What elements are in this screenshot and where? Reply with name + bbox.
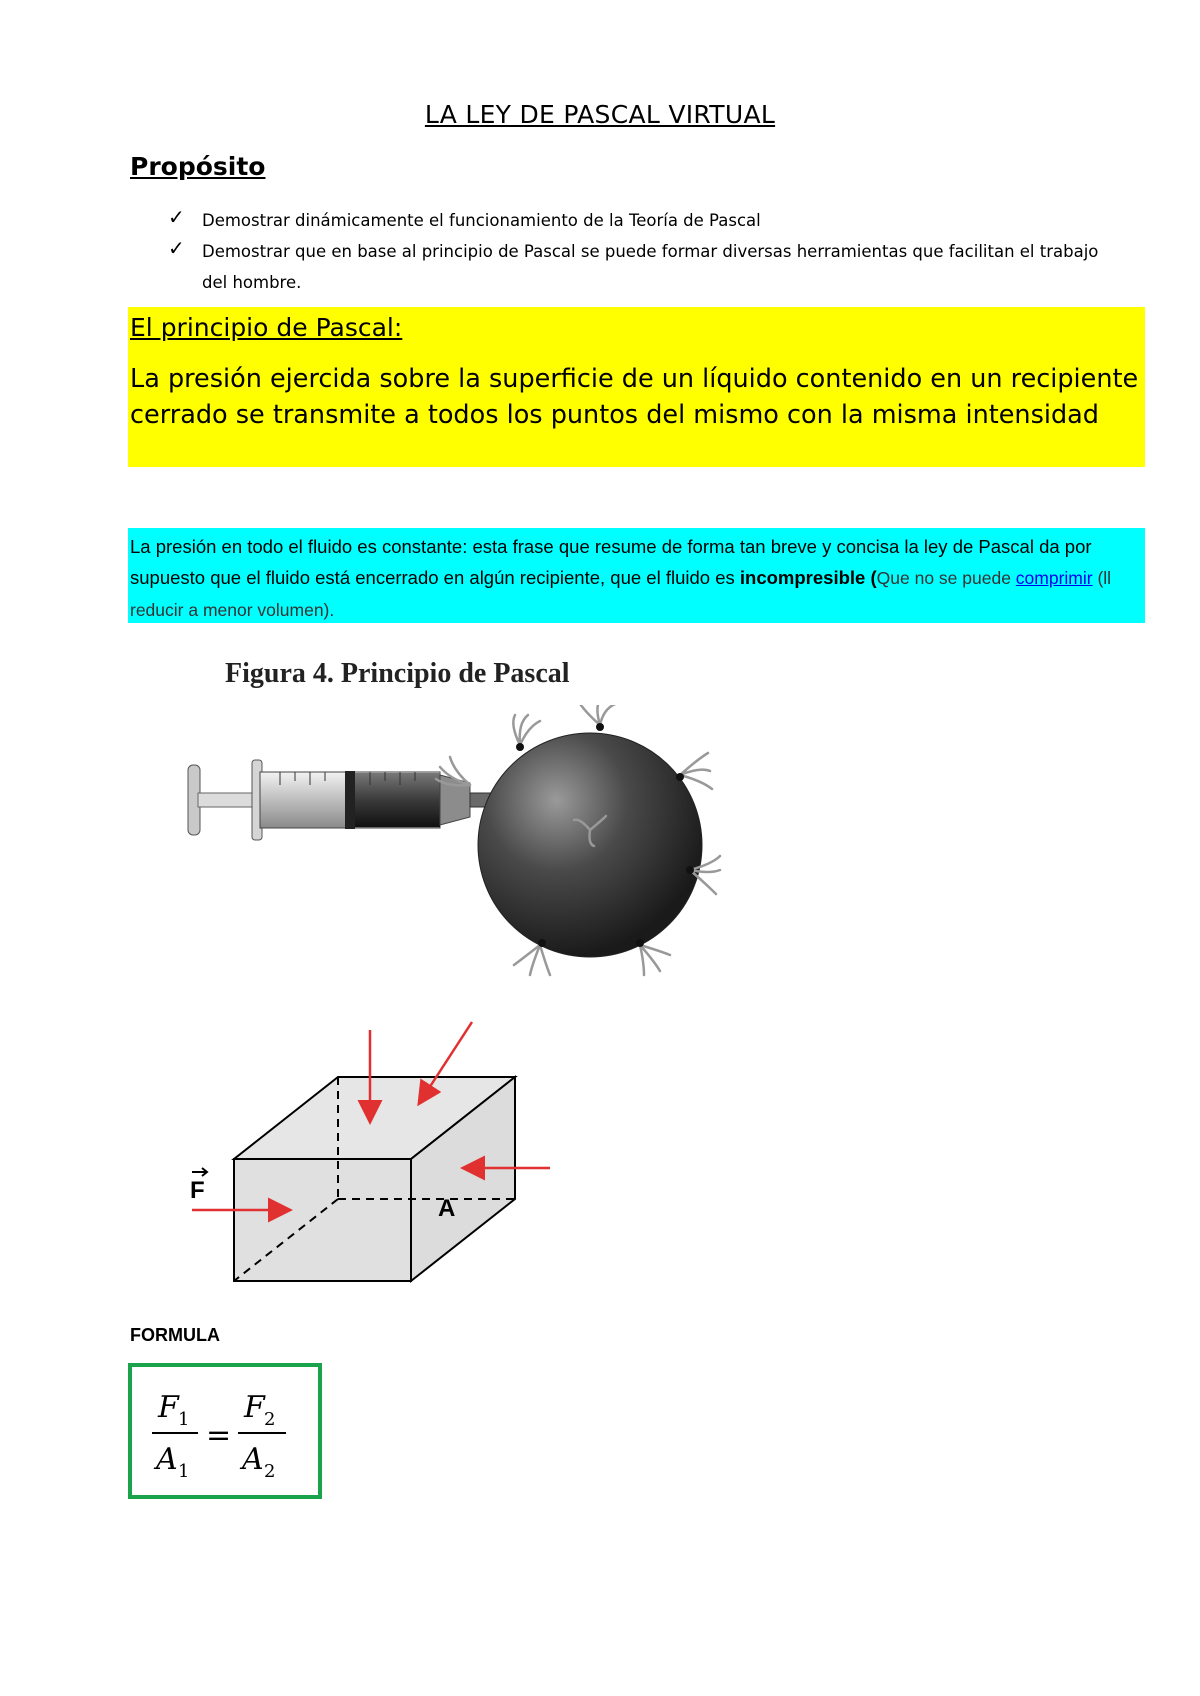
explanation-note-after: (ll reducir a menor volumen).	[130, 568, 1112, 620]
explanation-paragraph	[130, 531, 1142, 626]
formula-label: FORMULA	[130, 1325, 220, 1345]
document-title: LA LEY DE PASCAL VIRTUAL	[424, 100, 776, 129]
svg-text:1: 1	[178, 1461, 190, 1482]
purpose-item-text: Demostrar que en base al principio de Pascal se puede formar diversas herramientas que facilitan el trabajo del hombre.	[202, 242, 1099, 292]
svg-text:2: 2	[264, 1461, 276, 1482]
explanation-note-before: Que no se puede	[876, 568, 1016, 588]
formula-box	[128, 1363, 322, 1499]
formula-rhs-denominator: A	[242, 1442, 264, 1477]
formula-equals: =	[206, 1418, 232, 1453]
explanation-paren: (	[870, 567, 877, 588]
figure-caption: Figura 4. Principio de Pascal	[225, 658, 570, 689]
purpose-item	[168, 205, 1128, 236]
explanation-bold: incompresible	[739, 567, 866, 588]
svg-text:1: 1	[178, 1409, 190, 1430]
purpose-item-text: Demostrar dinámicamente el funcionamiento de la Teoría de Pascal	[202, 211, 761, 230]
purpose-heading: Propósito	[130, 152, 266, 181]
formula-equation	[132, 1367, 318, 1495]
check-icon: ✓	[168, 205, 185, 229]
formula-rhs-numerator: F	[244, 1390, 265, 1425]
check-icon: ✓	[168, 236, 185, 260]
principle-title: El principio de Pascal:	[130, 313, 403, 342]
syringe-sphere-illustration	[170, 705, 740, 1005]
formula-lhs-numerator: F	[158, 1390, 179, 1425]
svg-text:2: 2	[264, 1409, 276, 1430]
explanation-text: La presión en todo el fluido es constante: esta frase que resume de forma tan breve y concisa la ley de Pascal da por supuesto que el fluido está encerrado en algún recipiente, que el fluido es	[130, 536, 1092, 588]
purpose-list	[168, 205, 1128, 298]
pressure-box-diagram	[180, 1020, 560, 1300]
formula-lhs-denominator: A	[156, 1442, 178, 1477]
purpose-item	[168, 236, 1128, 298]
force-label: F	[190, 1177, 205, 1204]
principle-text: La presión ejercida sobre la superficie de un líquido contenido en un recipiente cerrado se transmite a todos los puntos del mismo con la misma intensidad	[130, 364, 1139, 430]
comprimir-link[interactable]: comprimir	[1015, 568, 1093, 588]
area-label: A	[438, 1195, 456, 1222]
